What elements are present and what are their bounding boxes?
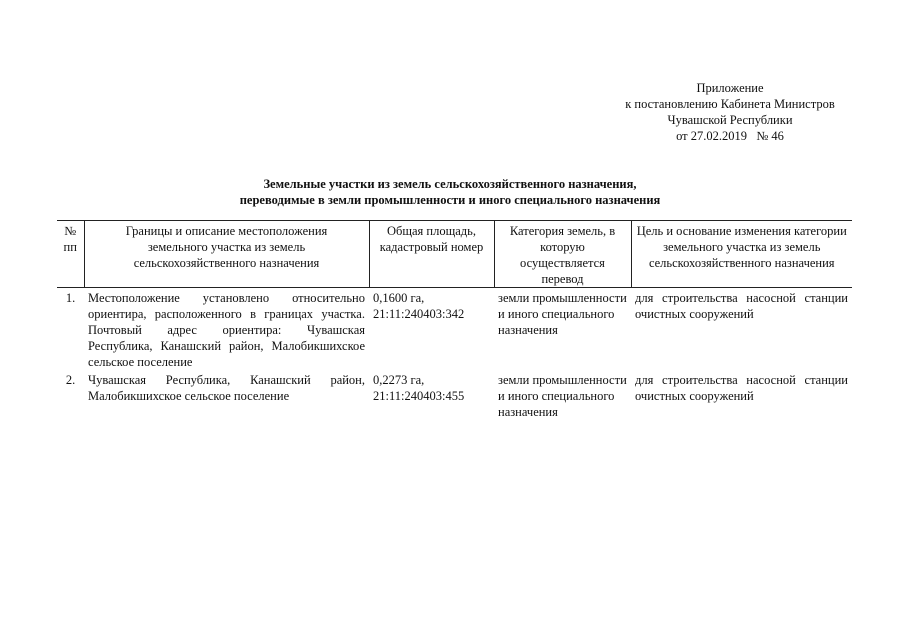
row-purpose: для строительства насосной станции очистных сооружений [635,373,848,403]
table-header-row [57,221,852,288]
table-row [57,370,852,420]
table-row [57,288,852,371]
appendix-block [600,80,860,144]
header-num: № пп [57,221,84,288]
row-category: земли промышленности и иного специального назначения [498,291,627,337]
row-area: 0,2273 га, 21:11:240403:455 [373,373,465,403]
header-purpose: Цель и основание изменения категории земельного участка из земель сельскохозяйственного назначения [631,221,852,288]
title-line-1: Земельные участки из земель сельскохозяйственного назначения, [263,177,637,191]
row-purpose: для строительства насосной станции очистных сооружений [635,291,848,321]
appendix-line-3: Чувашской Республики [667,113,793,127]
row-area: 0,1600 га, 21:11:240403:342 [373,291,465,321]
row-num: 2. [65,373,76,387]
land-plots-table [57,220,852,420]
header-category: Категория земель, в которую осуществляется перевод [494,221,631,288]
title-line-2: переводимые в земли промышленности и иного специального назначения [239,193,661,207]
row-category: земли промышленности и иного специального назначения [498,373,627,419]
appendix-line-1: Приложение [696,81,764,95]
appendix-line-2: к постановлению Кабинета Министров [625,97,835,111]
row-desc: Чувашская Республика, Канашский район, Малобикшихское сельское поселение [88,373,365,403]
header-desc: Границы и описание местоположения земельного участка из земель сельскохозяйственного назначения [84,221,369,288]
row-desc: Местоположение установлено относительно ориентира, расположенного в границах участка. Почтовый адрес ориентира: Чувашская Республика, Канашский район, Малобикшихское сельское поселение [88,291,365,369]
document-title [150,176,750,208]
header-area: Общая площадь, кадастровый номер [369,221,494,288]
row-num: 1. [65,291,76,305]
appendix-line-4: от 27.02.2019 № 46 [676,129,784,143]
